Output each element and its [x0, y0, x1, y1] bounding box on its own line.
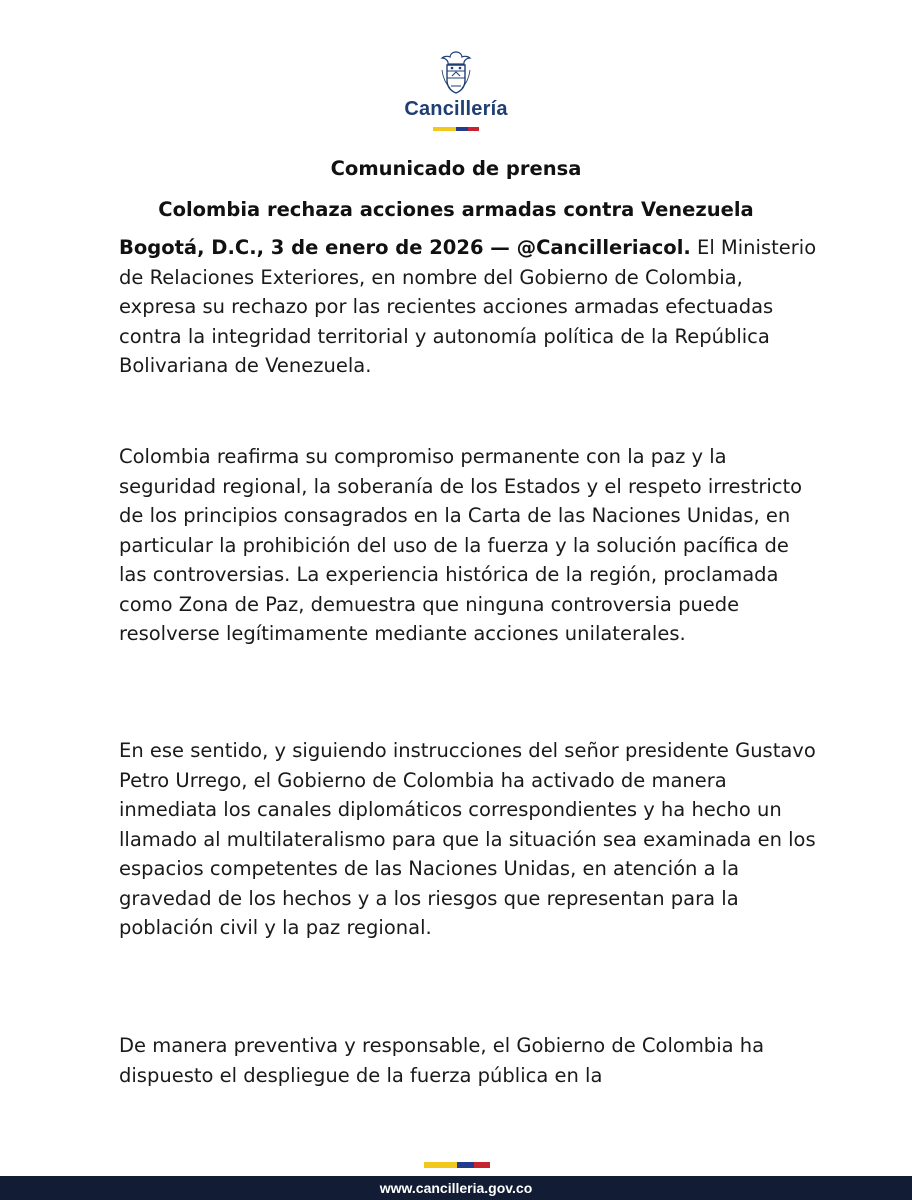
logo-wordmark: Cancillería [404, 98, 508, 120]
paragraph-1-text: El Ministerio de Relaciones Exteriores, en nombre del Gobierno de Colombia, expresa su rechazo por las recientes acciones armadas efectuadas contra la integridad territorial y autonomía política de la República Bolivariana de Venezuela. [119, 236, 817, 377]
paragraph-2: Colombia reafirma su compromiso permanente con la paz y la seguridad regional, la soberanía de los Estados y el respeto irrestricto de los principios consagrados en la Carta de las Naciones Unidas, en particular la prohibición del uso de la fuerza y la solución pacífica de las controversias. La experiencia histórica de la región, proclamada como Zona de Paz, demuestra que ninguna controversia puede resolverse legítimamente mediante acciones unilaterales. [119, 445, 803, 645]
paragraph-3: En ese sentido, y siguiendo instrucciones del señor presidente Gustavo Petro Urrego, el Gobierno de Colombia ha activado de manera inmediata los canales diplomáticos correspondientes y ha hecho un llamado al multilateralismo para que la situación sea examinada en los espacios competentes de las Naciones Unidas, en atención a la gravedad de los hechos y a los riesgos que representan para la población civil y la paz regional. [119, 739, 816, 939]
paragraph-4: De manera preventiva y responsable, el Gobierno de Colombia ha dispuesto el despliegue de la fuerza pública en la [119, 1034, 765, 1087]
colombia-coat-of-arms-icon [438, 50, 474, 96]
paragraph-1 [119, 233, 819, 381]
document-title: Comunicado de prensa [330, 157, 582, 180]
footer-flag-stripe [424, 1162, 490, 1168]
flag-blue-stripe [456, 127, 468, 131]
footer-url: www.cancilleria.gov.co [0, 1176, 912, 1200]
footer-flag-red [474, 1162, 491, 1168]
flag-yellow-stripe [433, 127, 456, 131]
cancilleria-logo [0, 50, 912, 131]
document-headline: Colombia rechaza acciones armadas contra Venezuela [158, 198, 754, 221]
dateline: Bogotá, D.C., 3 de enero de 2026 — @Cancilleriacol. [119, 236, 691, 259]
flag-red-stripe [468, 127, 480, 131]
footer-flag-yellow [424, 1162, 457, 1168]
flag-stripe [433, 127, 479, 131]
footer-flag-blue [457, 1162, 474, 1168]
